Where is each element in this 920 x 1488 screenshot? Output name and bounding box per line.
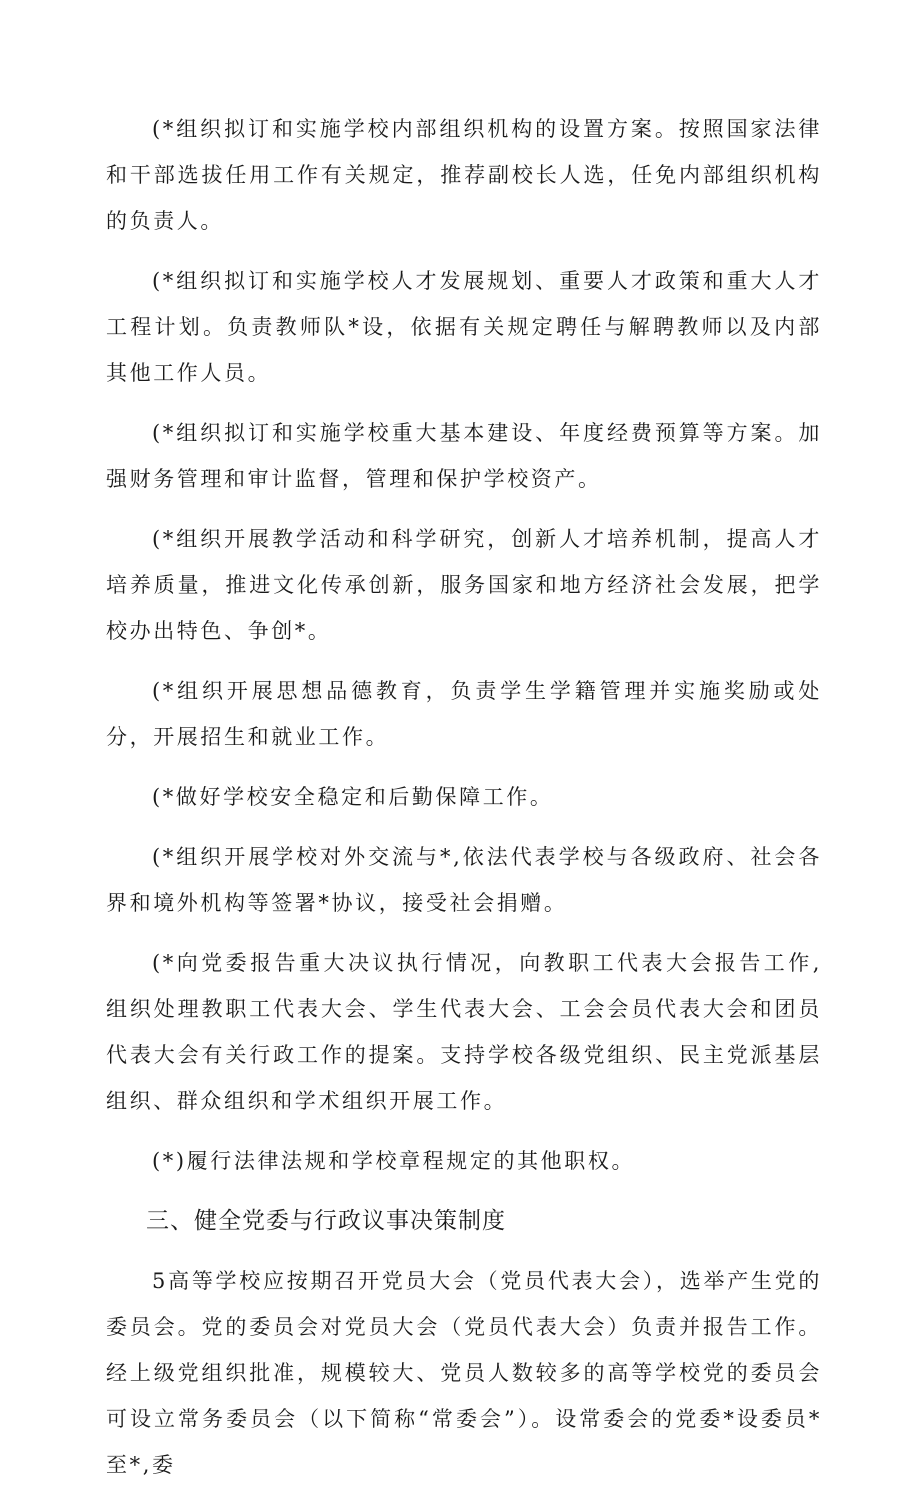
section-heading: 三、健全党委与行政议事决策制度: [146, 1208, 506, 1234]
paragraph-9: (*)履行法律法规和学校章程规定的其他职权。: [152, 1149, 636, 1173]
paragraph-6: (*做好学校安全稳定和后勤保障工作。: [152, 785, 554, 809]
paragraph-3: (*组织拟订和实施学校重大基本建设、年度经费预算等方案。加强财务管理和审计监督，管理和保护学校资产。: [106, 421, 822, 491]
paragraph-2: (*组织拟订和实施学校人才发展规划、重要人才政策和重大人才工程计划。负责教师队*设，依据有关规定聘任与解聘教师以及内部其他工作人员。: [106, 269, 822, 385]
paragraph-8: (*向党委报告重大决议执行情况，向教职工代表大会报告工作,组织处理教职工代表大会、学生代表大会、工会会员代表大会和团员代表大会有关行政工作的提案。支持学校各级党组织、民主党派基层组织、群众组织和学术组织开展工作。: [106, 951, 822, 1113]
paragraph-1: (*组织拟订和实施学校内部组织机构的设置方案。按照国家法律和干部选拔任用工作有关规定，推荐副校长人选，任免内部组织机构的负责人。: [106, 117, 822, 233]
paragraph-7: (*组织开展学校对外交流与*,依法代表学校与各级政府、社会各界和境外机构等签署*协议，接受社会捐赠。: [106, 845, 822, 915]
paragraph-4: (*组织开展教学活动和科学研究，创新人才培养机制，提高人才培养质量，推进文化传承创新，服务国家和地方经济社会发展，把学校办出特色、争创*。: [106, 527, 822, 643]
closing-paragraph: 5高等学校应按期召开党员大会（党员代表大会），选举产生党的委员会。党的委员会对党员大会（党员代表大会）负责并报告工作。经上级党组织批准，规模较大、党员人数较多的高等学校党的委员会可设立常务委员会（以下简称“常委会”）。设常委会的党委*设委员*至*,委: [106, 1269, 822, 1477]
paragraph-5: (*组织开展思想品德教育，负责学生学籍管理并实施奖励或处分，开展招生和就业工作。: [106, 679, 822, 749]
